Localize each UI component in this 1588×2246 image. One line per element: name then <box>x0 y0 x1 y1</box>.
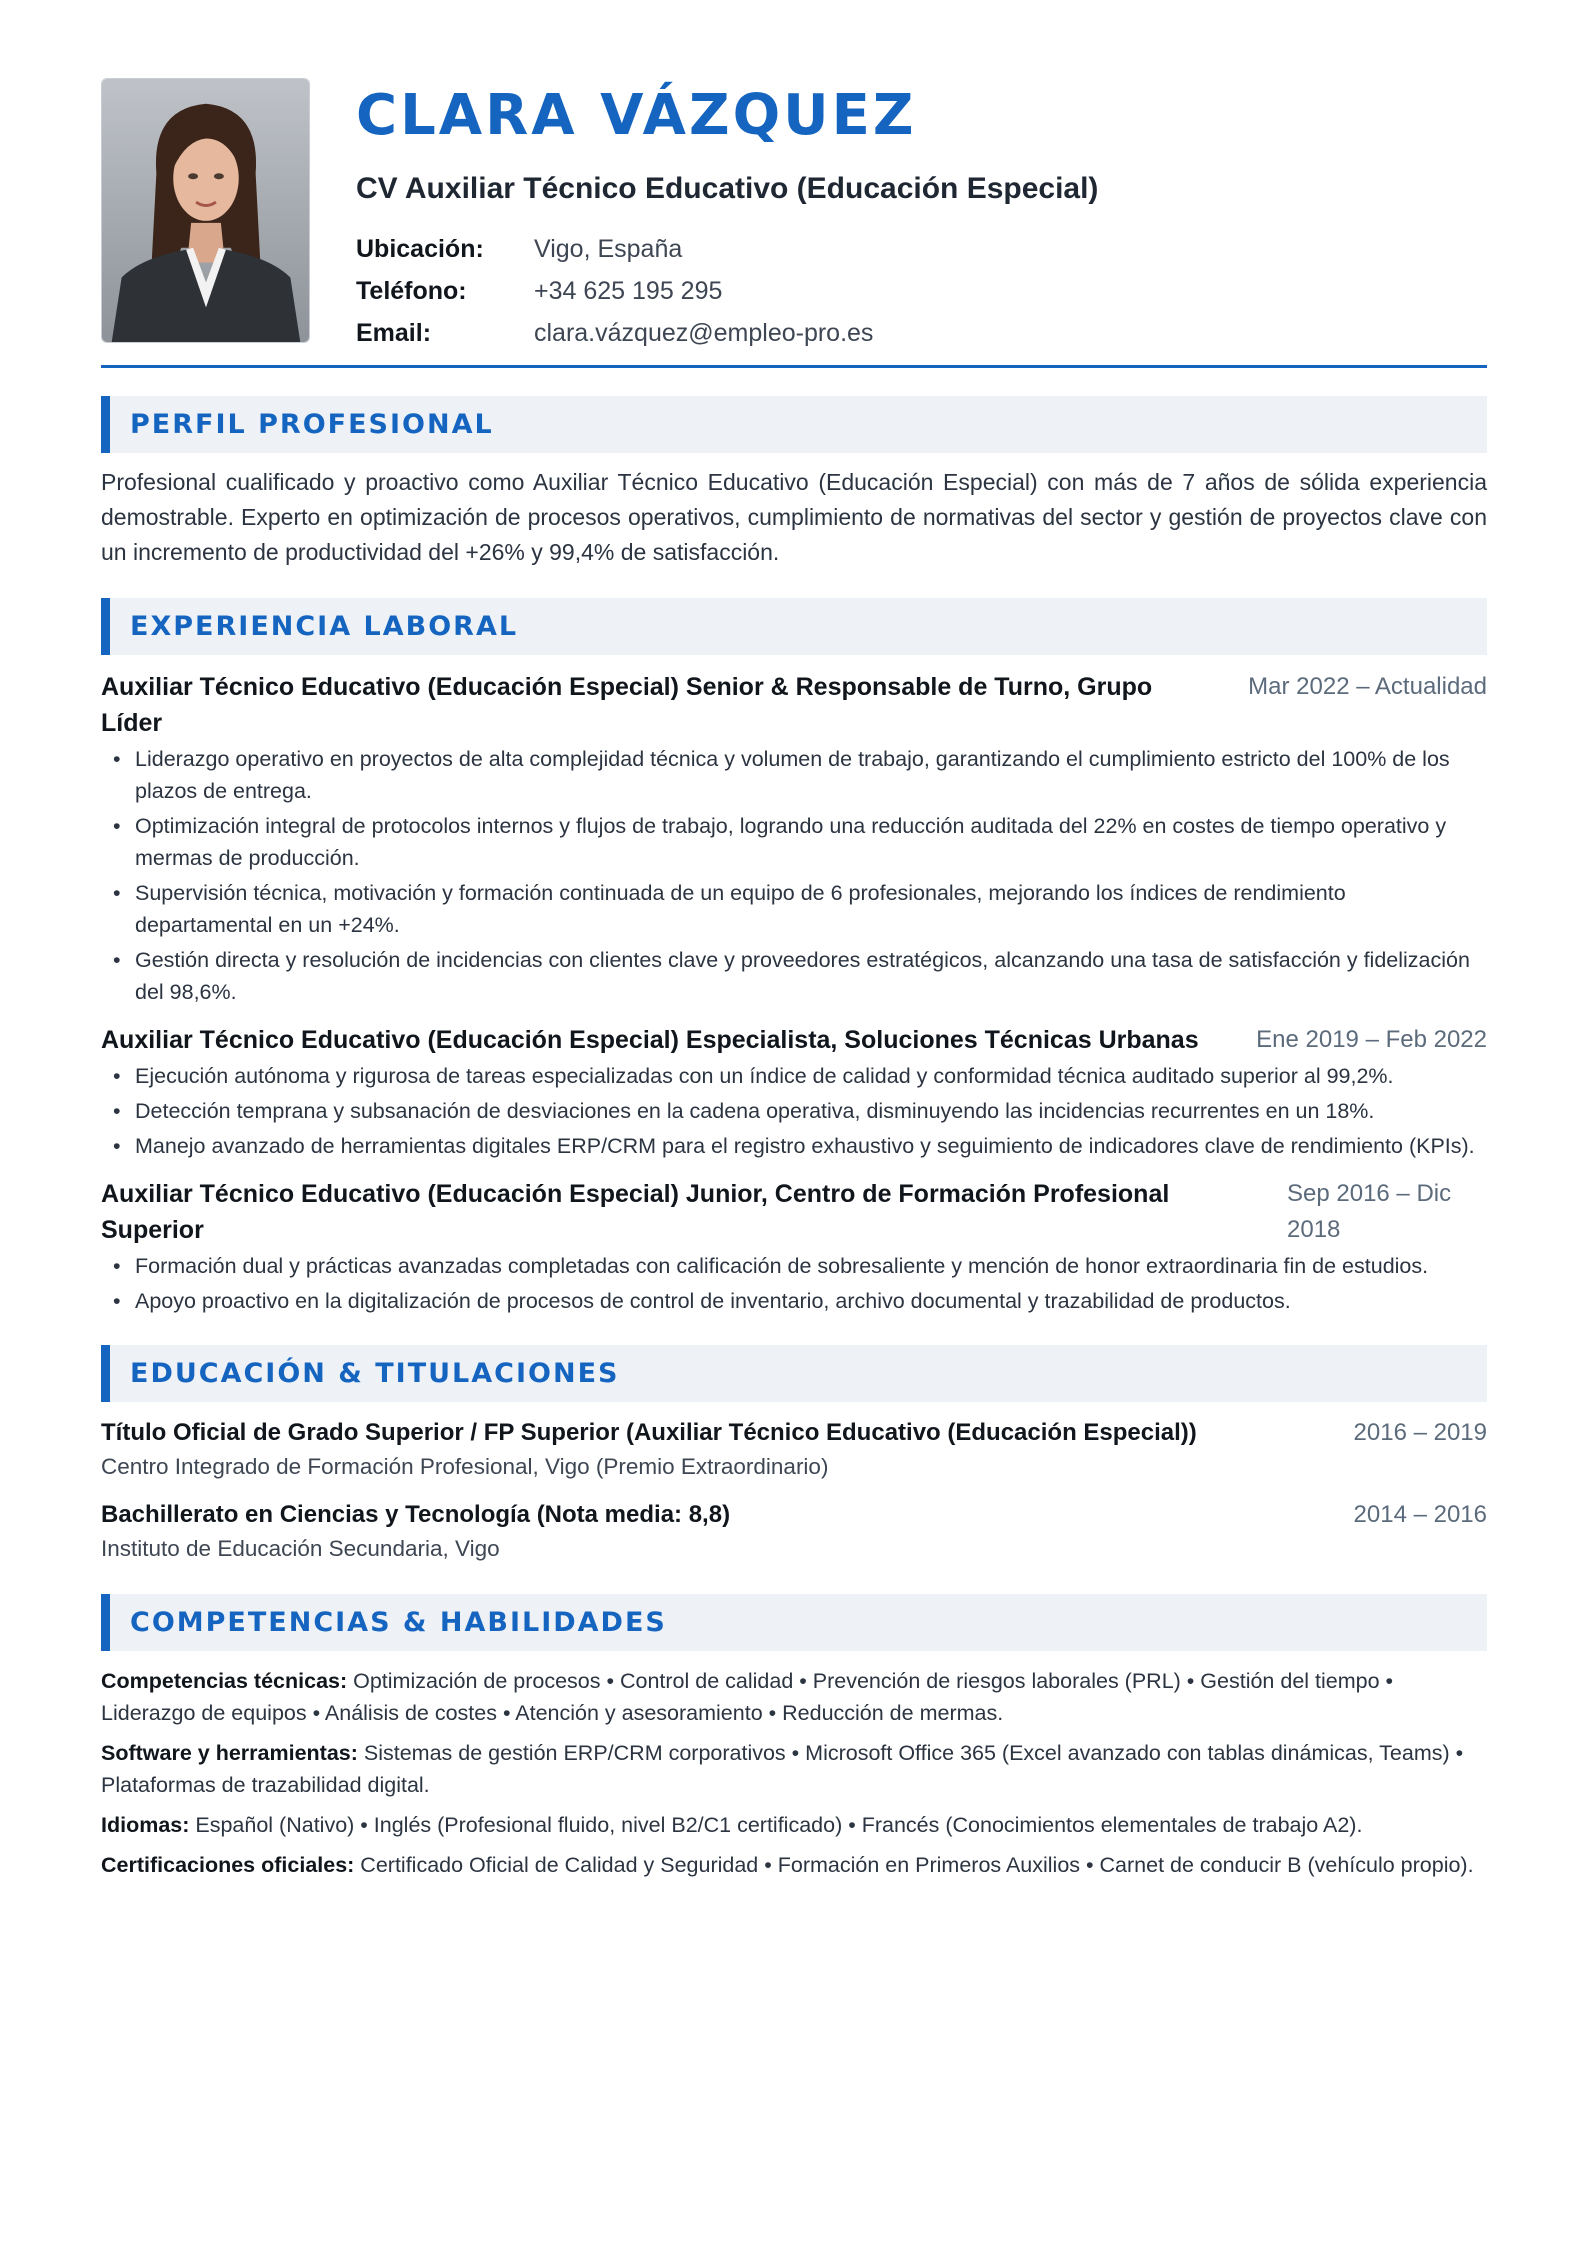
contact-phone <box>356 270 1098 312</box>
education-entry <box>101 1498 1487 1566</box>
skill-text: Certificado Oficial de Calidad y Seguridad • Formación en Primeros Auxilios • Carnet de conducir B (vehículo propio). <box>354 1853 1474 1877</box>
profile-photo <box>101 78 310 343</box>
skill-text: Optimización de procesos • Control de calidad • Prevención de riesgos laborales (PRL) • Gestión del tiempo • Liderazgo de equipos • Análisis de costes • Atención y asesoramiento • Reducción de mermas. <box>101 1669 1394 1725</box>
education-institution: Centro Integrado de Formación Profesional, Vigo (Premio Extraordinario) <box>101 1454 829 1479</box>
section-title: EDUCACIÓN & TITULACIONES <box>130 1358 620 1389</box>
education-date: 2016 – 2019 <box>1353 1419 1487 1446</box>
section-heading-profile <box>101 396 1487 453</box>
job-header <box>101 669 1487 741</box>
bullet-item: • Supervisión técnica, motivación y formación continuada de un equipo de 6 profesionales, mejorando los índices de rendimiento departamental en un +24%. <box>101 877 1487 941</box>
skill-row <box>101 1737 1487 1801</box>
education-entry <box>101 1416 1487 1484</box>
profile-summary: Profesional cualificado y proactivo como Auxiliar Técnico Educativo (Educación Especial) con más de 7 años de sólida experiencia demostrable. Experto en optimización de procesos operativos, cumplimiento de normativas del sector y gestión de proyectos clave con un incremento de productividad del +26% y 99,4% de satisfacción. <box>101 469 1487 565</box>
job-entry <box>101 1176 1487 1317</box>
contact-label: Ubicación: <box>356 235 484 263</box>
skill-label: Certificaciones oficiales: <box>101 1853 355 1877</box>
skill-text: Español (Nativo) • Inglés (Profesional fluido, nivel B2/C1 certificado) • Francés (Conocimientos elementales de trabajo A2). <box>189 1813 1363 1837</box>
section-heading-skills <box>101 1594 1487 1651</box>
education-header <box>101 1498 1487 1532</box>
phone-value: +34 625 195 295 <box>534 277 723 305</box>
job-header <box>101 1022 1487 1058</box>
header-text <box>356 78 1098 354</box>
contact-label: Teléfono: <box>356 277 467 305</box>
skills-list <box>101 1665 1487 1881</box>
skill-label: Idiomas: <box>101 1813 190 1837</box>
bullet-item: • Gestión directa y resolución de incidencias con clientes clave y proveedores estratégicos, alcanzando una tasa de satisfacción y fidelización del 98,6%. <box>101 944 1487 1008</box>
skill-row <box>101 1665 1487 1729</box>
section-title: PERFIL PROFESIONAL <box>130 409 494 440</box>
job-bullets <box>101 1060 1487 1162</box>
contact-label: Email: <box>356 319 432 347</box>
candidate-name: CLARA VÁZQUEZ <box>356 83 917 148</box>
skill-label: Software y herramientas: <box>101 1741 358 1765</box>
education-title: Bachillerato en Ciencias y Tecnología (Nota media: 8,8) <box>101 1501 731 1528</box>
section-heading-education <box>101 1345 1487 1402</box>
job-date: Mar 2022 – Actualidad <box>1248 673 1487 700</box>
education-header <box>101 1416 1487 1450</box>
job-title: Auxiliar Técnico Educativo (Educación Especial) Junior, Centro de Formación Profesional Superior <box>101 1180 1170 1244</box>
job-bullets <box>101 743 1487 1008</box>
education-date: 2014 – 2016 <box>1353 1501 1487 1528</box>
email-value: clara.vázquez@empleo-pro.es <box>534 319 874 347</box>
section-title: COMPETENCIAS & HABILIDADES <box>130 1607 667 1638</box>
bullet-item: • Apoyo proactivo en la digitalización de procesos de control de inventario, archivo documental y trazabilidad de productos. <box>101 1285 1487 1317</box>
education-institution: Instituto de Educación Secundaria, Vigo <box>101 1536 500 1561</box>
job-bullets <box>101 1250 1487 1317</box>
bullet-item: • Optimización integral de protocolos internos y flujos de trabajo, logrando una reducción auditada del 22% en costes de tiempo operativo y mermas de producción. <box>101 810 1487 874</box>
contact-email <box>356 312 1098 354</box>
location-value: Vigo, España <box>534 235 683 263</box>
skill-row <box>101 1849 1487 1881</box>
skill-text: Sistemas de gestión ERP/CRM corporativos • Microsoft Office 365 (Excel avanzado con tablas dinámicas, Teams) • Plataformas de trazabilidad digital. <box>101 1741 1464 1797</box>
job-title: Auxiliar Técnico Educativo (Educación Especial) Senior & Responsable de Turno, Grupo Líder <box>101 673 1153 737</box>
job-date: Sep 2016 – Dic 2018 <box>1287 1180 1452 1243</box>
bullet-item: • Manejo avanzado de herramientas digitales ERP/CRM para el registro exhaustivo y seguimiento de indicadores clave de rendimiento (KPIs). <box>101 1130 1487 1162</box>
contact-info <box>356 228 1098 354</box>
cv-subtitle: CV Auxiliar Técnico Educativo (Educación Especial) <box>356 172 1099 205</box>
bullet-item: • Formación dual y prácticas avanzadas completadas con calificación de sobresaliente y mención de honor extraordinaria fin de estudios. <box>101 1250 1487 1282</box>
bullet-item: • Liderazgo operativo en proyectos de alta complejidad técnica y volumen de trabajo, garantizando el cumplimiento estricto del 100% de los plazos de entrega. <box>101 743 1487 807</box>
job-header <box>101 1176 1487 1248</box>
bullet-item: • Detección temprana y subsanación de desviaciones en la cadena operativa, disminuyendo las incidencias recurrentes en un 18%. <box>101 1095 1487 1127</box>
cv-header <box>101 0 1487 368</box>
job-title: Auxiliar Técnico Educativo (Educación Especial) Especialista, Soluciones Técnicas Urbanas <box>101 1026 1199 1054</box>
section-heading-experience <box>101 598 1487 655</box>
contact-location <box>356 228 1098 270</box>
section-title: EXPERIENCIA LABORAL <box>130 611 519 642</box>
bullet-item: • Ejecución autónoma y rigurosa de tareas especializadas con un índice de calidad y conformidad técnica auditado superior al 99,2%. <box>101 1060 1487 1092</box>
job-entry <box>101 1022 1487 1162</box>
education-title: Título Oficial de Grado Superior / FP Superior (Auxiliar Técnico Educativo (Educación Especial)) <box>101 1419 1197 1446</box>
skill-label: Competencias técnicas: <box>101 1669 348 1693</box>
job-date: Ene 2019 – Feb 2022 <box>1256 1026 1487 1053</box>
skill-row <box>101 1809 1487 1841</box>
job-entry <box>101 669 1487 1008</box>
